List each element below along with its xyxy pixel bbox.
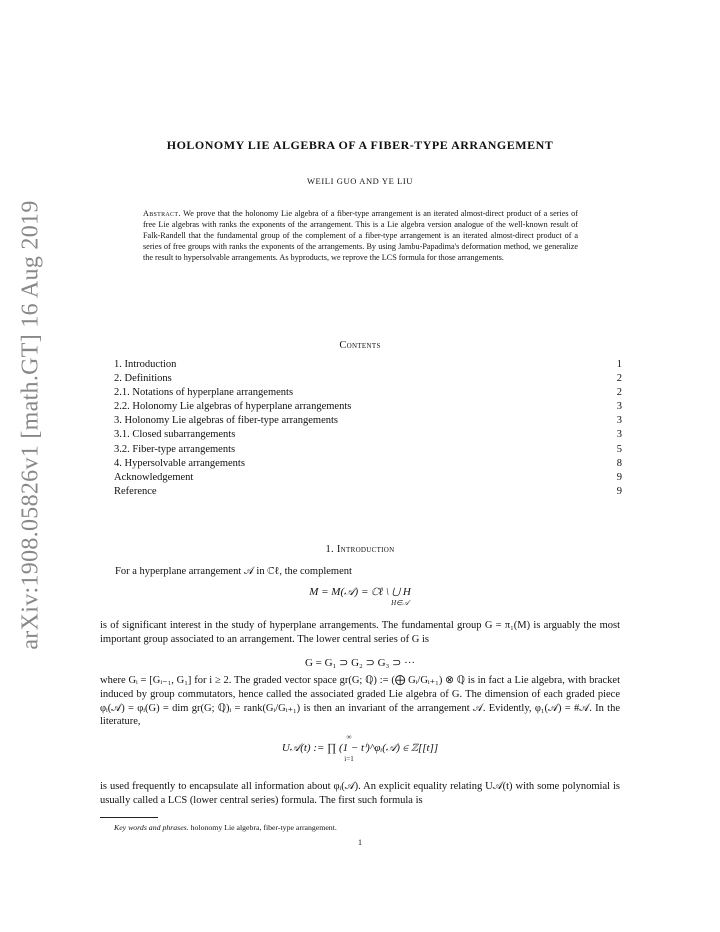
page-number: 1 bbox=[358, 838, 362, 847]
toc-entry-page: 2 bbox=[616, 373, 622, 385]
abstract-label: Abstract. bbox=[143, 209, 181, 218]
intro-paragraph-2: is of significant interest in the study of hyperplane arrangements. The fundamental group G = π₁(M) is arguably the most important group associated to an arrangement. The lower central series of G is bbox=[100, 620, 620, 645]
equation-lcs-generating-function bbox=[100, 733, 620, 763]
abstract-text: We prove that the holonomy Lie algebra of a fiber-type arrangement is an iterated almost-direct product of a series of free Lie algebras with ranks the exponents of the arrangement. This is a Lie algebra version analogue of the well-known result of Falk-Randell that the fundamental group of the complement of a fiber-type arrangement is an iterated almost-direct product of a series of free groups with ranks the exponents of the arrangements. By using Jambu-Papadima's deformation method, we generalize the result to hypersolvable arrangements. As byproducts, we reprove the LCS formula for those arrangements. bbox=[143, 209, 578, 263]
toc-entry[interactable] bbox=[114, 443, 622, 457]
toc-entry-page: 3 bbox=[616, 429, 622, 441]
equation-lcs-subscript: i=1 bbox=[344, 755, 354, 763]
toc-entry[interactable] bbox=[114, 358, 622, 372]
toc-entry-label: 2.2. Holonomy Lie algebras of hyperplane arrangements bbox=[114, 401, 352, 413]
footnote bbox=[114, 823, 620, 832]
paper-title: HOLONOMY LIE ALGEBRA OF A FIBER-TYPE ARRANGEMENT bbox=[166, 138, 554, 152]
paper-authors: WEILI GUO AND YE LIU bbox=[306, 176, 414, 186]
toc-entry-page: 3 bbox=[616, 401, 622, 413]
contents-heading: Contents bbox=[339, 340, 381, 351]
toc-entry[interactable] bbox=[114, 386, 622, 400]
equation-complement-subscript: H∈𝒜 bbox=[391, 599, 409, 607]
intro-paragraph-4: is used frequently to encapsulate all information about φᵢ(𝒜). An explicit equality relating U𝒜(t) with some polynomial is usually called a LCS (lower central series) formula. The first such formula is bbox=[100, 781, 620, 806]
toc-entry[interactable] bbox=[114, 457, 622, 471]
arxiv-sidebar-stamp bbox=[9, 200, 53, 650]
toc-entry-label: 4. Hypersolvable arrangements bbox=[114, 457, 245, 469]
footnote-label: Key words and phrases. bbox=[114, 823, 189, 832]
equation-lcs-top: ∞ bbox=[346, 733, 352, 741]
toc-entry[interactable] bbox=[114, 471, 622, 485]
toc-entry-label: 1. Introduction bbox=[114, 359, 177, 370]
toc-entry-page: 5 bbox=[616, 443, 622, 455]
footnote-text: holonomy Lie algebra, fiber-type arrangement. bbox=[190, 823, 337, 832]
intro-paragraph-3: where Gᵢ = [Gᵢ₋₁, G₁] for i ≥ 2. The graded vector space gr(G; ℚ) := (⨁ Gᵢ/Gᵢ₊₁) ⊗ ℚ is in fact a Lie algebra, with bracket induced by group commutators, hence called the associated graded Lie algebra of G. The dimension of each graded piece φᵢ(𝒜) = φᵢ(G) = dim gr(G; ℚ)ᵢ = rank(Gᵢ/Gᵢ₊₁) is then an invariant of the arrangement 𝒜. Evidently, φ₁(𝒜) = #𝒜. In the literature, bbox=[100, 675, 620, 728]
equation-complement-body: M = M(𝒜) = ℂℓ \ ⋃ H bbox=[309, 586, 411, 598]
intro-paragraph-1: For a hyperplane arrangement 𝒜 in ℂℓ, the complement bbox=[115, 566, 352, 577]
toc-entry-label: Reference bbox=[114, 485, 157, 497]
section-heading-introduction: 1. Introduction bbox=[325, 544, 395, 555]
toc-entry-label: 3. Holonomy Lie algebras of fiber-type arrangements bbox=[114, 415, 339, 427]
toc-entry-label: 3.2. Fiber-type arrangements bbox=[114, 443, 236, 455]
toc-entry-label: 2. Definitions bbox=[114, 373, 172, 385]
toc-entry[interactable] bbox=[114, 428, 622, 442]
equation-complement bbox=[100, 586, 620, 608]
footnote-rule bbox=[100, 817, 158, 818]
abstract bbox=[143, 208, 578, 263]
toc-entry-page: 9 bbox=[616, 485, 622, 497]
toc-entry[interactable] bbox=[114, 400, 622, 414]
equation-lcs-body: U𝒜(t) := ∏ (1 − tⁱ)^φᵢ(𝒜) ∈ ℤ[[t]] bbox=[281, 742, 439, 754]
toc-entry-page: 9 bbox=[616, 471, 622, 483]
toc-entry[interactable] bbox=[114, 414, 622, 428]
toc-entry[interactable] bbox=[114, 485, 622, 499]
toc-entry-label: 3.1. Closed subarrangements bbox=[114, 429, 236, 441]
toc-entry-label: Acknowledgement bbox=[114, 471, 194, 483]
toc-entry-page: 1 bbox=[616, 359, 622, 370]
arxiv-identifier: arXiv:1908.05826v1 [math.GT] 16 Aug 2019 bbox=[17, 200, 44, 650]
toc-entry-label: 2.1. Notations of hyperplane arrangements bbox=[114, 387, 294, 399]
table-of-contents bbox=[114, 358, 622, 499]
toc-entry[interactable] bbox=[114, 372, 622, 386]
toc-entry-page: 2 bbox=[616, 387, 622, 399]
toc-entry-page: 3 bbox=[616, 415, 622, 427]
toc-entry-page: 8 bbox=[616, 457, 622, 469]
equation-lower-central-series: G = G₁ ⊃ G₂ ⊃ G₃ ⊃ ··· bbox=[304, 657, 416, 669]
